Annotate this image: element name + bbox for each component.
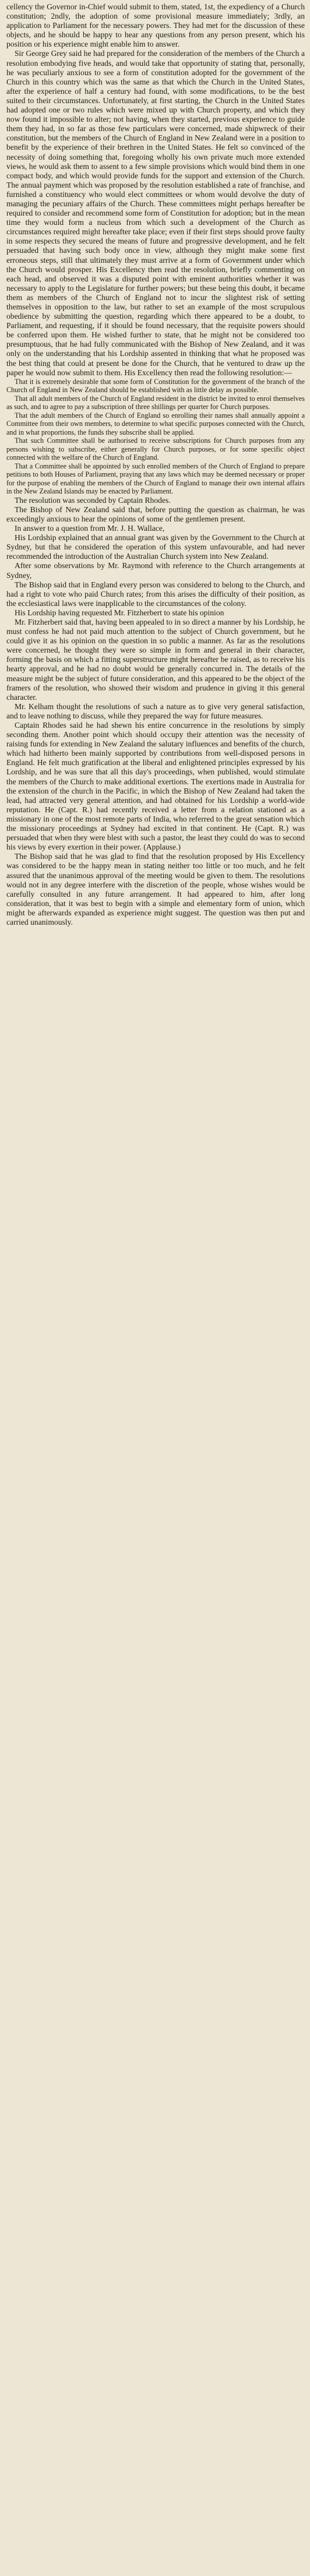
article-paragraph: The Bishop said that in England every person was considered to belong to the Church, and had a right to vote who paid Church rates; from this arises the difficulty of their position, as the ecclesiastical laws were inapplicable to the circumstances of the colony. bbox=[6, 580, 305, 608]
resolution-paragraph: That a Committee shall be appointed by such enrolled members of the Church of England to prepare petitions to both Houses of Parliament, praying that any laws which may be deemed necessary or proper for the purpose of enabling the members of the Church of England to manage their own internal affairs in the New Zealand Islands may be enacted by Parliament. bbox=[6, 461, 305, 496]
article-paragraph: Mr. Kelham thought the resolutions of such a nature as to give very general satisfaction, and to leave nothing to discuss, while they prepared the way for future measures. bbox=[6, 702, 305, 720]
article-paragraph: His Lordship having requested Mr. Fitzherbert to state his opinion bbox=[15, 608, 224, 617]
article-paragraph: The Bishop said that he was glad to find that the resolution proposed by His Excellency was considered to be the happy mean in stating neither too little or too much, and he felt assured that the unanimous approval of the meeting would be given to them. The resolutions would not in any degree interfere with the discretion of the people, whose wishes would be carefully consulted in any future arrangement. It had appeared to him, after long consideration, that it was best to begin with a simple and elementary form of union, which might be afterwards expanded as experience might suggest. The question was then put and carried unanimously. bbox=[6, 852, 305, 926]
article-paragraph: The Bishop of New Zealand said that, before putting the question as chairman, he was exceedingly anxious to hear the opinions of some of the gentlemen present. bbox=[6, 505, 305, 523]
article-paragraph: cellency the Governor in-Chief would submit to them, stated, 1st, the expediency of a Church constitution; 2ndly, the adoption of some provisional measure immediately; 3rdly, an application to Parliament for the necessary powers. They had met for the discussion of these objects, and he should be happy to hear any questions from any person present, which his position or his experience might enable him to answer. bbox=[6, 2, 305, 49]
resolution-paragraph: That it is extremely desirable that some form of Constitution for the government of the branch of the Church of England in New Zealand should be established with as little delay as possible. bbox=[6, 377, 305, 394]
resolution-paragraph: That such Committee shall be authorised to receive subscriptions for Church purposes from any persons wishing to subscribe, either generally for Church purposes, or for some specific object connected with the welfare of the Church of England. bbox=[6, 436, 305, 462]
article-paragraph: After some observations by Mr. Raymond with reference to the Church arrangements at Sydney, bbox=[6, 561, 305, 580]
article-paragraph: Mr. Fitzherbert said that, having been appealed to in so direct a manner by his Lordship, he must confess he had not paid much attention to the subject of Church government, but he could give it as his opinion on the question in so public a manner. As far as the resolutions were concerned, he thought they were so simple in form and general in their character, forming the basis on which a fitting superstructure might hereafter be raised, as to receive his hearty approval, and he had no doubt would be generally concurred in. The details of the measure might be the subject of future consideration, and this appeared to be the object of the framers of the resolution, who showed their wisdom and prudence in giving it this general character. bbox=[6, 617, 305, 702]
newspaper-column bbox=[0, 0, 310, 934]
article-paragraph: Sir George Grey said he had prepared for the consideration of the members of the Church a resolution embodying five heads, and would take that opportunity of stating that, personally, he was peculiarly anxious to see a form of constitution adopted for the government of the Church in this country which was the same as that which the Church in the United States, after the experience of half a century had found, with some modifications, to be the best suited to their circumstances. Unfortunately, at first starting, the Church in the United States had adopted one or two rules which were mixed up with Church property, and which they now found it impossible to alter; not having, when they started, previous experience to guide them they had, in so far as those few particulars were concerned, made shipwreck of their constitution, but the members of the Church of England in New Zealand were in a position to benefit by the experience of their brethren in the United States. He felt so convinced of the necessity of doing something that, foregoing wholly his own private much more extended views, he would ask them to assent to a few simple provisions which would bind them in one compact body, and which would provide funds for the support and extension of the Church. The annual payment which was proposed by the resolution established a rate of franchise, and furnished a constituency who would elect committees or whom would devolve the duty of managing the pecuniary affairs of the Church. These committees might perhaps hereafter be required to consider and recommend some form of Constitution for adoption; but in the mean time they would form a nucleus from which such a development of the Church as circumstances required might hereafter take place; even if their first steps should prove faulty in some respects they secured the means of future and progressive development, and he felt persuaded that having such body once in view, although they might make some first erroneous steps, still that ultimately they must arrive at a form of Government under which the Church would prosper. His Excellency then read the resolution, briefly commenting on each head, and observed it was a disputed point with eminent authorities whether it was necessary to apply to the Legislature for further powers; but these being this doubt, it became them as members of the Church of England not to incur the slightest risk of setting themselves in opposition to the law, but rather to set an example of the most scrupulous obedience by submitting the question, regarding which there appeared to be a doubt, to Parliament, and requesting, if it should be found necessary, that the requisite powers should be conferred upon them. He wished further to state, that he might not be considered too presumptuous, that he had fully communicated with the Bishop of New Zealand, and it was only on the understanding that his Lordship assented in thinking that what he proposed was the best thing that could at present be done for the Church, that he ventured to draw up the paper he would now submit to them. His Excellency then read the following resolution:— bbox=[6, 49, 305, 377]
article-paragraph: His Lordship explained that an annual grant was given by the Government to the Church at Sydney, but that he considered the operation of this system unfavourable, and had never recommended the introduction of the Australian Church system into New Zealand. bbox=[6, 533, 305, 561]
article-paragraph: The resolution was seconded by Captain Rhodes. bbox=[15, 495, 171, 505]
article-paragraph: In answer to a question from Mr. J. H. Wallace, bbox=[15, 524, 165, 533]
article-paragraph: Captain Rhodes said he had shewn his entire concurrence in the resolutions by simply seconding them. Another point which should occupy their attention was the necessity of raising funds for extending in New Zealand the salutary influences and benefits of the church, which had hitherto been mainly supported by contributions from well-disposed persons in England. He felt much gratification at the liberal and enlightened principles expressed by his Lordship, and he was sure that all this day's proceedings, when published, would stimulate the members of the Church to make additional exertions. The exertions made in Australia for the extension of the church in the Pacific, in which the Bishop of New Zealand had taken the lead, had attracted very general attention, and had obtained for his Lordship a world-wide reputation. He (Capt. R.) had recently received a letter from a relation stationed as a missionary in one of the most remote parts of India, who referred to the great sensation which the missionary proceedings at Sydney had excited in that continent. He (Capt. R.) was persuaded that when they were blest with such a pastor, the least they could do was to second his views by every exertion in their power. (Applause.) bbox=[6, 721, 305, 852]
resolution-paragraph: That the adult members of the Church of England so enrolling their names shall annually appoint a Committee from their own members, to determine to what specific purposes connected with the Church, and in what proportions, the funds they subscribe shall be applied. bbox=[6, 411, 305, 436]
resolution-paragraph: That all adult members of the Church of England resident in the district be invited to enrol themselves as such, and to agree to pay a subscription of three shillings per quarter for Church purposes. bbox=[6, 394, 305, 411]
